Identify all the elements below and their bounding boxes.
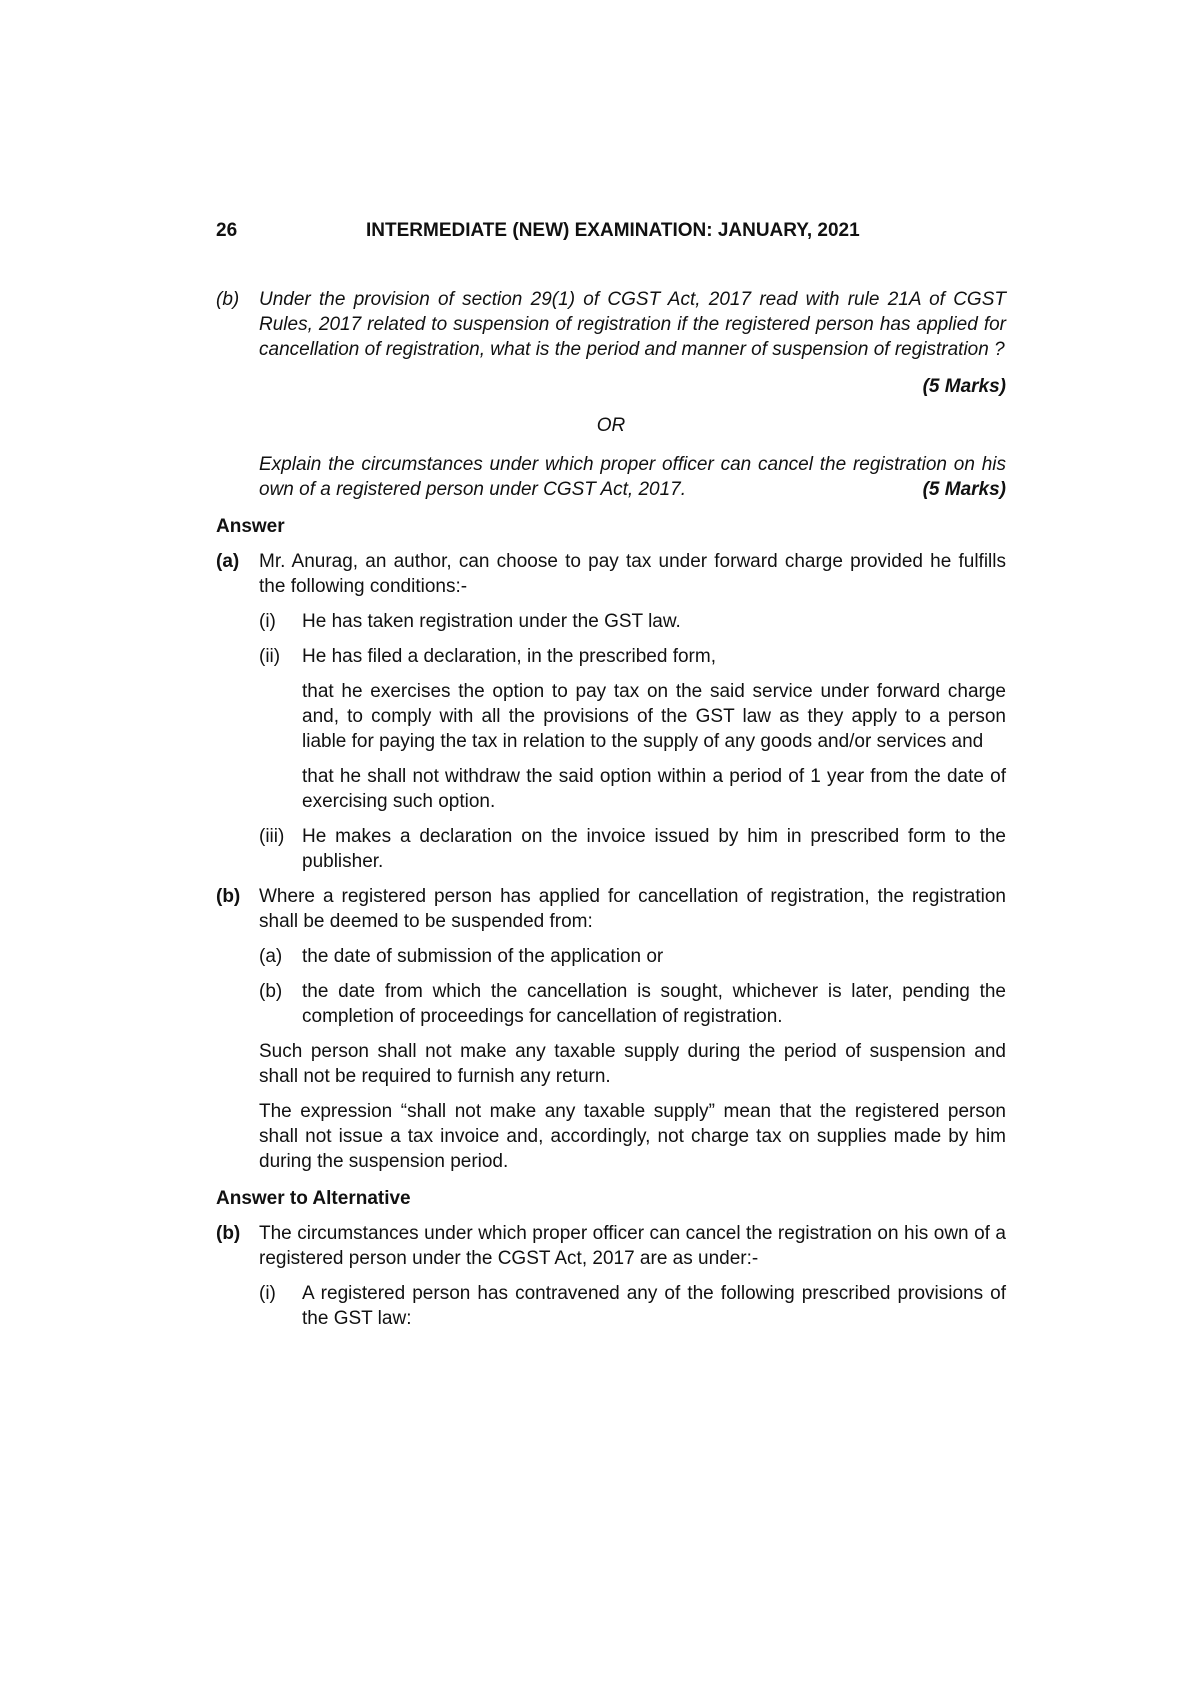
list-item-text: A registered person has contravened any of the following prescribed provisions of the GST law: [302,1283,1006,1329]
list-item-text: He has filed a declaration, in the prescribed form, [302,646,716,667]
alternative-answer-heading: Answer to Alternative [216,1188,411,1209]
list-item-label: (ii) [259,646,281,667]
list-item-label: (iii) [259,826,285,847]
list-item-label: (b) [259,981,283,1002]
question-label: (b) [216,289,240,310]
answer-heading: Answer [216,516,285,537]
list-item-text: the date of submission of the application or [302,946,664,967]
list-item [259,1281,1006,1331]
list-item-text: He makes a declaration on the invoice issued by him in prescribed form to the publisher. [302,826,1006,872]
declaration-paragraph: that he exercises the option to pay tax on the said service under forward charge and, to comply with all the provisions of the GST law as they apply to a person liable for paying the tax in relation to the supply of any goods and/or services and [302,681,1006,752]
answer-text: The circumstances under which proper officer can cancel the registration on his own of a registered person under the CGST Act, 2017 are as under:- [259,1223,1006,1269]
alternative-question-marks: (5 Marks) [922,479,1006,500]
list-item [259,979,1006,1029]
answer-paragraph: Such person shall not make any taxable supply during the period of suspension and shall not be required to furnish any return. [259,1041,1006,1087]
list-item-text: the date from which the cancellation is sought, whichever is later, pending the completion of proceedings for cancellation of registration. [302,981,1006,1027]
list-item [259,644,1006,669]
running-title: INTERMEDIATE (NEW) EXAMINATION: JANUARY, 2021 [366,220,860,241]
answer-a [216,549,1006,599]
list-item-text: He has taken registration under the GST law. [302,611,681,632]
answer-b [216,884,1006,934]
alternative-question-text: Explain the circumstances under which proper officer can cancel the registration on his own of a registered person under CGST Act, 2017. [259,454,1006,500]
answer-label: (a) [216,551,240,572]
declaration-paragraph: that he shall not withdraw the said option within a period of 1 year from the date of exercising such option. [302,766,1006,812]
answer-paragraph: The expression “shall not make any taxable supply” mean that the registered person shall not issue a tax invoice and, accordingly, not charge tax on supplies made by him during the suspension period. [259,1101,1006,1172]
list-item [259,609,1006,634]
page-number: 26 [216,220,238,241]
page-body [216,287,1006,1331]
list-item-label: (i) [259,1283,276,1304]
answer-label: (b) [216,886,241,907]
answer-text: Mr. Anurag, an author, can choose to pay tax under forward charge provided he fulfills the following conditions:- [259,551,1006,597]
alternative-question [259,452,1006,502]
list-item-label: (i) [259,611,276,632]
question-marks: (5 Marks) [922,376,1006,397]
list-item [259,824,1006,874]
alternative-answer-b [216,1221,1006,1271]
or-label: OR [596,415,626,436]
list-item [259,944,1006,969]
answer-label: (b) [216,1223,241,1244]
list-item-label: (a) [259,946,283,967]
question-text: Under the provision of section 29(1) of CGST Act, 2017 read with rule 21A of CGST Rules, 2017 related to suspension of registration if the registered person has applied for cancellation of registration, what is the period and manner of suspension of registration ? [259,289,1006,360]
question-b [216,287,1006,362]
answer-text: Where a registered person has applied for cancellation of registration, the registration shall be deemed to be suspended from: [259,886,1006,932]
